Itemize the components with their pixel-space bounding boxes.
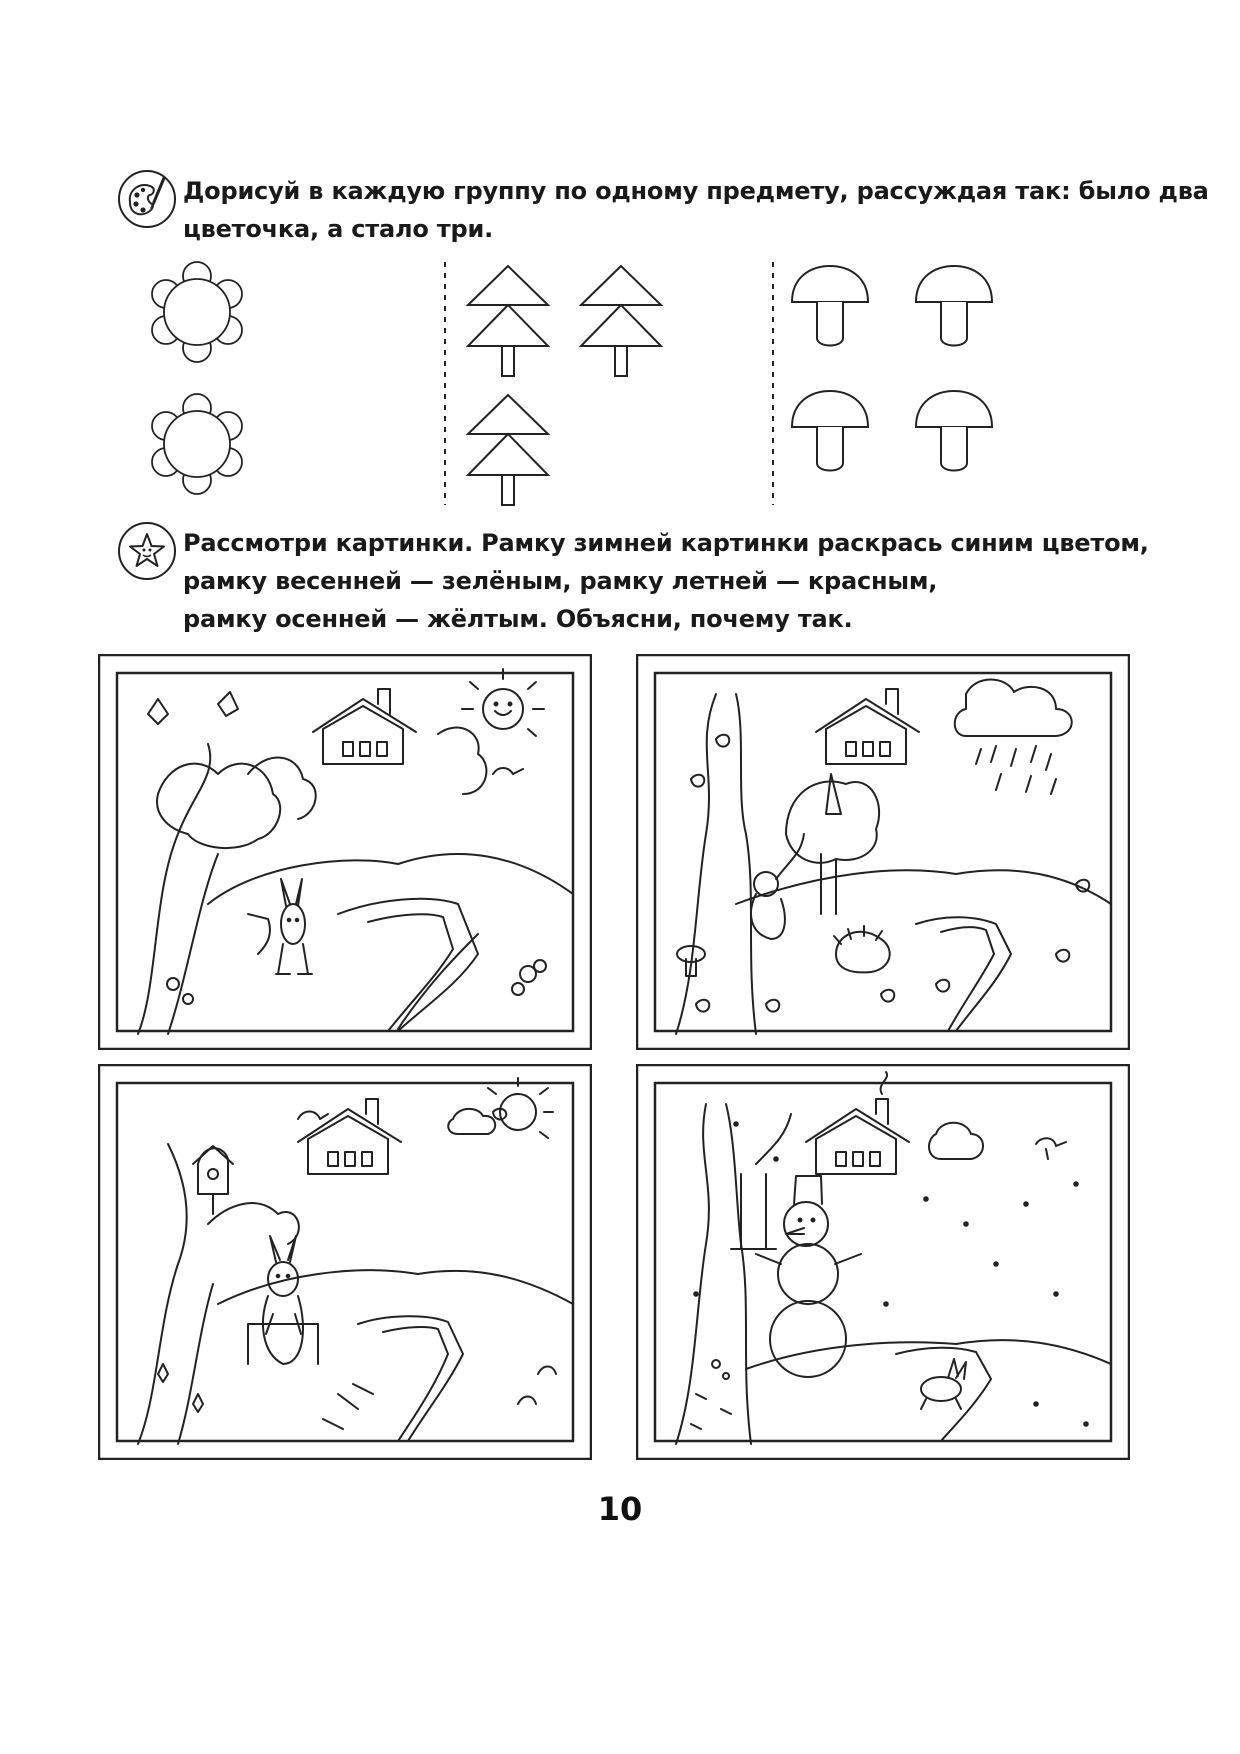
- task2-line-1: Рассмотри картинки. Рамку зимней картинки раскрась синим цветом,: [183, 529, 1149, 557]
- palette-brush-icon: [116, 168, 178, 230]
- mushroom-3: [792, 391, 868, 471]
- task2-line-3: рамку осенней — жёлтым. Объясни, почему так.: [183, 605, 853, 633]
- task2-line-2: рамку весенней — зелёным, рамку летней — красным,: [183, 567, 938, 595]
- flower-group: [152, 262, 242, 494]
- autumn-picture[interactable]: [636, 654, 1130, 1050]
- flower-1: [152, 262, 242, 362]
- mushroom-2: [916, 266, 992, 346]
- winter-picture[interactable]: [636, 1064, 1130, 1460]
- mushroom-1: [792, 266, 868, 346]
- fir-tree-2: [581, 266, 661, 376]
- flower-2: [152, 394, 242, 494]
- fir-tree-group: [468, 266, 661, 505]
- star-icon: [116, 520, 178, 582]
- page-number: 10: [597, 1490, 643, 1528]
- task2-instruction: [183, 524, 1149, 638]
- task1-line-2: цветочка, а стало три.: [183, 215, 494, 243]
- fir-tree-3: [468, 395, 548, 505]
- mushroom-group: [792, 266, 992, 471]
- summer-picture[interactable]: [98, 654, 592, 1050]
- spring-picture[interactable]: [98, 1064, 592, 1460]
- fir-tree-1: [468, 266, 548, 376]
- task1-instruction: [183, 172, 1209, 248]
- task1-line-1: Дорисуй в каждую группу по одному предмету, рассуждая так: было два: [183, 177, 1209, 205]
- mushroom-4: [916, 391, 992, 471]
